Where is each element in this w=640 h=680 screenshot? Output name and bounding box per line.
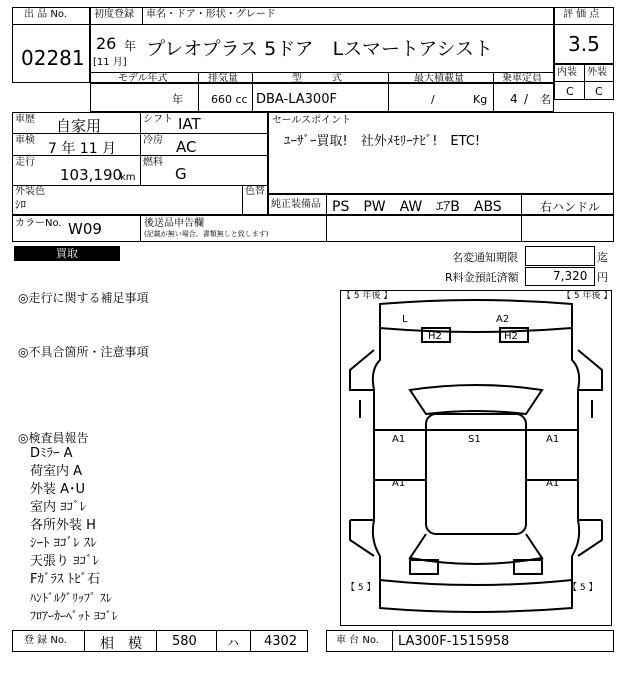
hood bbox=[380, 556, 572, 585]
reg-label: 初度登録 bbox=[94, 9, 134, 20]
recycle-unit: 円 bbox=[597, 271, 608, 284]
sales-point-text: ﾕｰｻﾞｰ買取! 社外ﾒﾓﾘｰﾅﾋﾞ! ETC! bbox=[284, 134, 481, 149]
divider bbox=[216, 630, 217, 652]
fuel-value: G bbox=[175, 165, 187, 183]
divider bbox=[90, 24, 554, 25]
mark-left-front-door: A1 bbox=[392, 478, 406, 489]
rear-bumper bbox=[380, 300, 572, 332]
mark-right-rear-door: A1 bbox=[546, 434, 560, 445]
divider bbox=[242, 185, 243, 215]
name-change-box bbox=[525, 246, 595, 266]
divider bbox=[392, 630, 393, 652]
name-change-label: 名変通知期限 bbox=[452, 251, 518, 264]
history-label: 車歴 bbox=[15, 114, 35, 125]
capacity-label: 乗車定員 bbox=[502, 73, 542, 84]
score-value: 3.5 bbox=[568, 32, 600, 56]
divider bbox=[140, 112, 141, 185]
divider bbox=[84, 630, 85, 652]
inspection-value: 7 年 11 月 bbox=[48, 141, 117, 157]
inspector-line: Fｶﾞﾗｽ ﾄﾋﾞ石 bbox=[30, 572, 101, 587]
inspector-line: 荷室内 A bbox=[30, 464, 83, 479]
inspector-line: Dﾐﾗｰ A bbox=[30, 446, 73, 461]
ac-label: 冷房 bbox=[143, 135, 163, 146]
divider bbox=[156, 630, 157, 652]
displacement-value: 660 cc bbox=[211, 93, 248, 106]
reg-number: 4302 bbox=[264, 634, 298, 649]
era-year: 26 bbox=[96, 34, 117, 53]
sales-point-label: セールスポイント bbox=[272, 115, 352, 126]
corner-tl: 【 5 年後 】 bbox=[342, 291, 393, 301]
steering-value: 右ハンドル bbox=[540, 200, 601, 214]
after-report-label: 後送品申告欄 bbox=[144, 218, 204, 229]
capacity-value: 4 bbox=[510, 92, 518, 106]
max-load-unit: Kg bbox=[473, 93, 488, 106]
inspector-line: ｼｰﾄ ﾖｺﾞﾚ ｽﾚ bbox=[30, 536, 97, 551]
name-label: 車名・ドア・形状・グレード bbox=[146, 9, 276, 20]
exterior-grade: C bbox=[595, 85, 603, 98]
color-change-label: 色替 bbox=[245, 186, 265, 197]
inspector-report-label: ◎検査員報告 bbox=[18, 431, 89, 445]
driving-notes-label: ◎走行に関する補足事項 bbox=[18, 291, 149, 305]
mileage-value: 103,190 bbox=[60, 166, 123, 184]
color-no-value: W09 bbox=[68, 220, 102, 238]
year-unit: 年 bbox=[124, 39, 137, 53]
divider bbox=[250, 630, 251, 652]
inspection-label: 車検 bbox=[15, 135, 35, 146]
left-body bbox=[373, 430, 380, 556]
inspector-line: ﾊﾝﾄﾞﾙｸﾞﾘｯﾌﾟ ｽﾚ bbox=[30, 591, 112, 605]
inspector-line: ﾌﾛｱｰｶｰﾍﾟｯﾄ ﾖｺﾞﾚ bbox=[30, 609, 118, 623]
mark-rear-a2: A2 bbox=[496, 314, 510, 325]
mark-roof: S1 bbox=[468, 434, 481, 445]
capacity-unit: 名 bbox=[540, 93, 551, 106]
mark-left-rear-door: A1 bbox=[392, 434, 406, 445]
inspector-line: 外装 A･U bbox=[30, 482, 86, 497]
reg-no-label: 登 録 No. bbox=[24, 635, 67, 646]
color-no-label: カラーNo. bbox=[15, 218, 62, 229]
divider bbox=[584, 64, 585, 100]
interior-label: 内装 bbox=[557, 67, 577, 78]
reg-month: [11 月] bbox=[93, 57, 127, 68]
history-value: 自家用 bbox=[56, 117, 102, 135]
interior-grade: C bbox=[566, 85, 574, 98]
inspector-line: 室内 ﾖｺﾞﾚ bbox=[30, 500, 87, 515]
capacity-slash: / bbox=[524, 92, 529, 106]
mark-h2-left: H2 bbox=[428, 331, 442, 342]
lot-number: 02281 bbox=[21, 46, 85, 70]
ac-value: AC bbox=[176, 138, 197, 156]
corner-bl: 【 5 】 bbox=[346, 583, 376, 593]
mark-right-front-door: A1 bbox=[546, 478, 560, 489]
right-side bbox=[578, 350, 602, 390]
mark-rear-l: L bbox=[402, 314, 408, 325]
divider bbox=[12, 185, 268, 186]
equipment-value: PS PW AW ｴｱB ABS bbox=[332, 199, 502, 215]
lot-label: 出 品 No. bbox=[24, 9, 67, 20]
after-report-note: (記載が無い場合、書類無しと致します) bbox=[144, 230, 269, 238]
exterior-color-label: 外装色 bbox=[15, 186, 45, 197]
inspector-line: 各所外装 H bbox=[30, 518, 96, 533]
reg-class-no: 580 bbox=[172, 634, 197, 649]
left-side bbox=[350, 350, 374, 390]
shift-value: IAT bbox=[178, 115, 201, 133]
car-diagram bbox=[340, 290, 612, 626]
name-change-unit: 迄 bbox=[597, 251, 608, 264]
defect-notes-label: ◎不具合箇所・注意事項 bbox=[18, 345, 149, 359]
exterior-color-value: ｼﾛ bbox=[15, 198, 26, 211]
recycle-value: 7,320 bbox=[553, 269, 588, 283]
corner-br: 【 5 】 bbox=[568, 583, 598, 593]
divider bbox=[554, 24, 614, 25]
max-load-label: 最大積載量 bbox=[414, 73, 464, 84]
divider bbox=[142, 7, 143, 24]
recycle-label: R料金預託済額 bbox=[445, 271, 519, 284]
reg-kana: ハ bbox=[227, 636, 240, 650]
reg-region: 相 模 bbox=[100, 636, 142, 652]
type-label: 型 式 bbox=[292, 73, 342, 84]
exterior-label: 外装 bbox=[587, 67, 607, 78]
fuel-label: 燃料 bbox=[143, 157, 163, 168]
mark-h2-right: H2 bbox=[504, 331, 518, 342]
chassis-value: LA300F-1515958 bbox=[398, 634, 510, 649]
roof bbox=[426, 414, 526, 534]
max-load-value: / bbox=[431, 93, 435, 106]
shift-label: シフト bbox=[143, 114, 173, 125]
color-row-box bbox=[12, 215, 614, 242]
divider bbox=[12, 24, 90, 25]
mileage-unit: km bbox=[120, 172, 136, 183]
left-lower bbox=[350, 520, 374, 556]
corner-tr: 【 5 年後 】 bbox=[562, 291, 612, 301]
purchase-bar: 買取 bbox=[14, 246, 120, 261]
model-year-label: モデル年式 bbox=[118, 73, 168, 84]
inspector-line: 天張り ﾖｺﾞﾚ bbox=[30, 554, 100, 569]
mileage-label: 走行 bbox=[15, 157, 35, 168]
equipment-label: 純正装備品 bbox=[271, 199, 321, 210]
model-year-unit: 年 bbox=[172, 93, 183, 106]
right-lower bbox=[578, 520, 602, 556]
right-body bbox=[572, 430, 579, 556]
score-label: 評 価 点 bbox=[563, 9, 600, 20]
displacement-label: 排気量 bbox=[208, 73, 238, 84]
type-code: DBA-LA300F bbox=[256, 92, 337, 107]
rear-window bbox=[410, 385, 542, 414]
car-name: プレオプラス 5ドア Lスマートアシスト bbox=[146, 38, 493, 60]
divider bbox=[140, 215, 141, 242]
chassis-label: 車 台 No. bbox=[336, 635, 379, 646]
